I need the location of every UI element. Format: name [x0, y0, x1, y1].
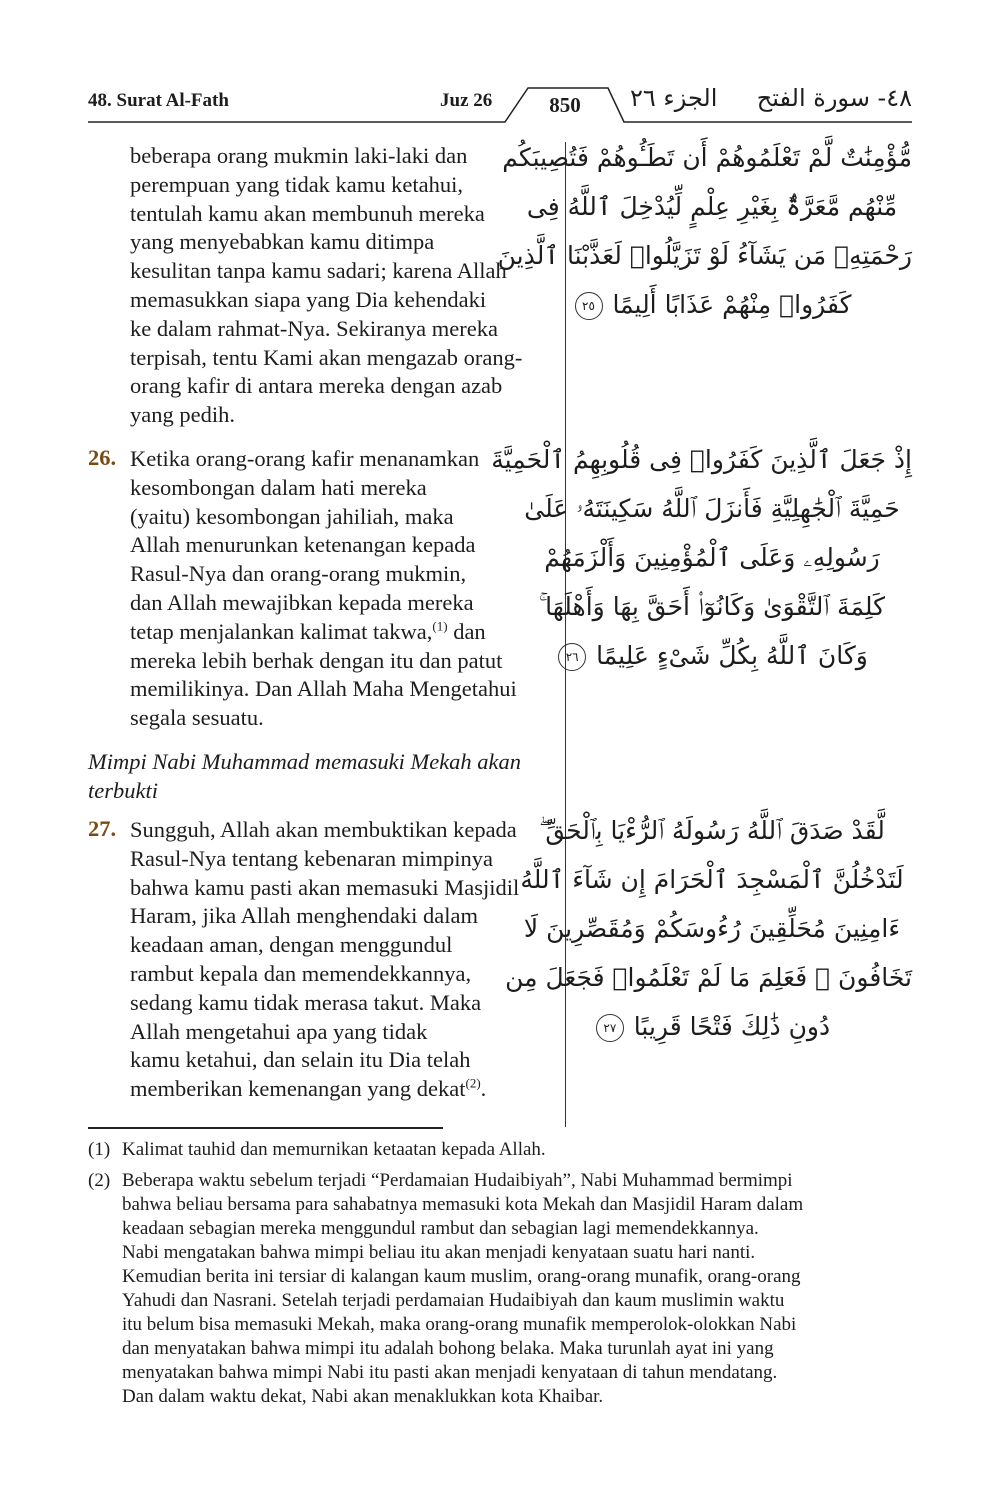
verse-25-translation: [130, 142, 522, 430]
footnote-line: Beberapa waktu sebelum terjadi “Perdamaian Hudaibiyah”, Nabi Muhammad bermimpi: [122, 1170, 793, 1191]
footnote-line: Dan dalam waktu dekat, Nabi akan menaklukkan kota Khaibar.: [122, 1386, 604, 1407]
verse-number: 27.: [88, 816, 117, 841]
verse-27-arabic: [505, 806, 912, 1051]
verse-26-translation: [130, 445, 517, 733]
text-line: tentulah kamu akan membunuh mereka: [130, 200, 485, 226]
arabic-line: مُّؤْمِنَٰتٌ لَّمْ تَعْلَمُوهُمْ أَن تَطَـُٔوهُمْ فَتُصِيبَكُم: [502, 143, 912, 172]
text-line: bahwa kamu pasti akan memasuki Masjidil: [130, 874, 520, 900]
text-line: beberapa orang mukmin laki-laki dan: [130, 143, 468, 168]
arabic-text: كَفَرُوا۟ مِنْهُمْ عَذَابًا أَلِيمًا: [612, 290, 852, 319]
arabic-line: لَّقَدْ صَدَقَ ٱللَّهُ رَسُولَهُ ٱلرُّءْيَا بِٱلْحَقِّ ۖ: [539, 816, 885, 845]
footnote-line: keadaan sebagian mereka menggundul rambut dan sebagian lagi memendekkannya.: [122, 1218, 759, 1239]
header-rule: [0, 0, 1000, 140]
text-line: Rasul-Nya dan orang-orang mukmin,: [130, 561, 467, 587]
footnote-1: [88, 1138, 914, 1162]
arabic-text: وَكَانَ ٱللَّهُ بِكُلِّ شَىْءٍ عَلِيمًا: [596, 641, 868, 670]
footnote-number: (2): [88, 1170, 111, 1191]
juz-label-latin: Juz 26: [440, 90, 493, 111]
arabic-line: رَحْمَتِهِۦ مَن يَشَآءُ لَوْ تَزَيَّلُوا۟ لَعَذَّبْنَا ٱلَّذِينَ: [497, 241, 912, 270]
text-segment: dan: [447, 618, 486, 644]
text-line: mereka lebih berhak dengan itu dan patut: [130, 647, 503, 673]
ayah-end-marker: ٢٥: [575, 292, 603, 320]
ayah-end-marker: ٢٧: [596, 1014, 624, 1042]
footnote-line: Kemudian berita ini tersiar di kalangan kaum muslim, orang-orang munafik, orang-orang: [122, 1266, 801, 1287]
footnote-line: menyatakan bahwa mimpi Nabi itu pasti akan menjadi kenyataan di tahun mendatang.: [122, 1362, 778, 1383]
text-line: perempuan yang tidak kamu ketahui,: [130, 171, 464, 197]
text-segment: .: [480, 1076, 487, 1102]
text-line: [130, 618, 517, 647]
text-segment: memberikan kemenangan yang dekat: [130, 1076, 466, 1102]
surah-title-latin: 48. Surat Al-Fath: [88, 90, 229, 111]
text-line: Ketika orang-orang kafir menanamkan: [130, 446, 480, 471]
footnote-line: itu belum bisa memasuki Mekah, maka orang-orang munafik memperolok-olokkan Nabi: [122, 1314, 797, 1335]
footnote-2: [88, 1169, 914, 1409]
arabic-line: [512, 1002, 912, 1051]
footnote-line: bahwa beliau bersama para sahabatnya memasuki kota Mekah dan Masjidil Haram dalam: [122, 1194, 804, 1215]
text-line: dan Allah mewajibkan kepada mereka: [130, 589, 474, 615]
arabic-line: حَمِيَّةَ ٱلْجَٰهِلِيَّةِ فَأَنزَلَ ٱللَّهُ سَكِينَتَهُۥ عَلَىٰ: [524, 494, 900, 523]
arabic-line: إِذْ جَعَلَ ٱلَّذِينَ كَفَرُوا۟ فِى قُلُوبِهِمُ ٱلْحَمِيَّةَ: [491, 445, 912, 474]
section-heading: [88, 748, 521, 806]
ayah-end-marker: ٢٦: [558, 643, 586, 671]
text-line: ke dalam rahmat-Nya. Sekiranya mereka: [130, 315, 498, 341]
text-line: memilikinya. Dan Allah Maha Mengetahui: [130, 676, 517, 702]
text-line: kesombongan dalam hati mereka: [130, 474, 427, 500]
text-line: Allah mengetahui apa yang tidak: [130, 1018, 428, 1044]
arabic-line: مِّنْهُم مَّعَرَّةٌۢ بِغَيْرِ عِلْمٍ لِّيُدْخِلَ ٱللَّهُ فِى: [526, 192, 898, 221]
verse-27-translation: [130, 816, 519, 1104]
arabic-line: لَتَدْخُلُنَّ ٱلْمَسْجِدَ ٱلْحَرَامَ إِن شَآءَ ٱللَّهُ: [520, 865, 904, 894]
text-line: segala sesuatu.: [130, 705, 264, 731]
verse-number: 26.: [88, 445, 117, 470]
footnote-line: Kalimat tauhid dan memurnikan ketaatan kepada Allah.: [122, 1139, 546, 1160]
juz-label-arabic: الجزء ٢٦: [630, 84, 718, 112]
surah-title-arabic: ٤٨- سورة الفتح: [756, 84, 912, 112]
arabic-line: تَخَافُونَ ۖ فَعَلِمَ مَا لَمْ تَعْلَمُوا۟ فَجَعَلَ مِن: [505, 963, 912, 992]
text-line: yang pedih.: [130, 402, 235, 428]
text-line: rambut kepala dan memendekkannya,: [130, 960, 472, 986]
text-line: (yaitu) kesombongan jahiliah, maka: [130, 503, 454, 529]
text-line: kamu ketahui, dan selain itu Dia telah: [130, 1047, 471, 1073]
text-line: keadaan aman, dengan menggundul: [130, 932, 453, 958]
arabic-line: [512, 631, 912, 680]
verse-25-arabic: [497, 133, 912, 329]
text-line: Allah menurunkan ketenangan kepada: [130, 532, 476, 558]
text-line: yang menyebabkan kamu ditimpa: [130, 229, 435, 255]
footnote-number: (1): [88, 1139, 111, 1160]
footnote-ref-1[interactable]: (1): [432, 618, 448, 634]
text-line: kesulitan tanpa kamu sadari; karena Allah: [130, 258, 507, 284]
text-line: Rasul-Nya tentang kebenaran mimpinya: [130, 845, 494, 871]
text-line: Sungguh, Allah akan membuktikan kepada: [130, 817, 517, 842]
text-line: [130, 1075, 519, 1104]
arabic-line: ءَامِنِينَ مُحَلِّقِينَ رُءُوسَكُمْ وَمُقَصِّرِينَ لَا: [523, 914, 901, 943]
verse-26-arabic: [491, 435, 912, 680]
footnote-rule: [88, 1127, 443, 1129]
arabic-line: رَسُولِهِۦ وَعَلَى ٱلْمُؤْمِنِينَ وَأَلْزَمَهُمْ: [544, 543, 880, 572]
page-number: 850: [549, 93, 581, 117]
text-segment: tetap menjalankan kalimat takwa,: [130, 618, 433, 644]
text-line: terpisah, tentu Kami akan mengazab orang-: [130, 344, 523, 370]
footnote-line: Nabi mengatakan bahwa mimpi beliau itu akan menjadi kenyataan suatu hari nanti.: [122, 1242, 756, 1263]
arabic-line: [512, 280, 912, 329]
heading-line: Mimpi Nabi Muhammad memasuki Mekah akan: [88, 749, 522, 774]
text-line: Haram, jika Allah menghendaki dalam: [130, 903, 479, 929]
text-line: sedang kamu tidak merasa takut. Maka: [130, 989, 482, 1015]
footnote-ref-2[interactable]: (2): [465, 1075, 481, 1091]
footnote-line: Yahudi dan Nasrani. Setelah terjadi perdamaian Hudaibiyah dan kaum muslimin waktu: [122, 1290, 785, 1311]
heading-line: terbukti: [88, 777, 158, 803]
text-line: orang kafir di antara mereka dengan azab: [130, 373, 503, 399]
footnote-line: dan menyatakan bahwa mimpi itu adalah bohong belaka. Maka turunlah ayat ini yang: [122, 1338, 774, 1359]
arabic-text: دُونِ ذَٰلِكَ فَتْحًا قَرِيبًا: [633, 1012, 831, 1041]
text-line: memasukkan siapa yang Dia kehendaki: [130, 286, 487, 312]
arabic-line: كَلِمَةَ ٱلتَّقْوَىٰ وَكَانُوٓا۟ أَحَقَّ بِهَا وَأَهْلَهَا ۚ: [538, 592, 886, 621]
